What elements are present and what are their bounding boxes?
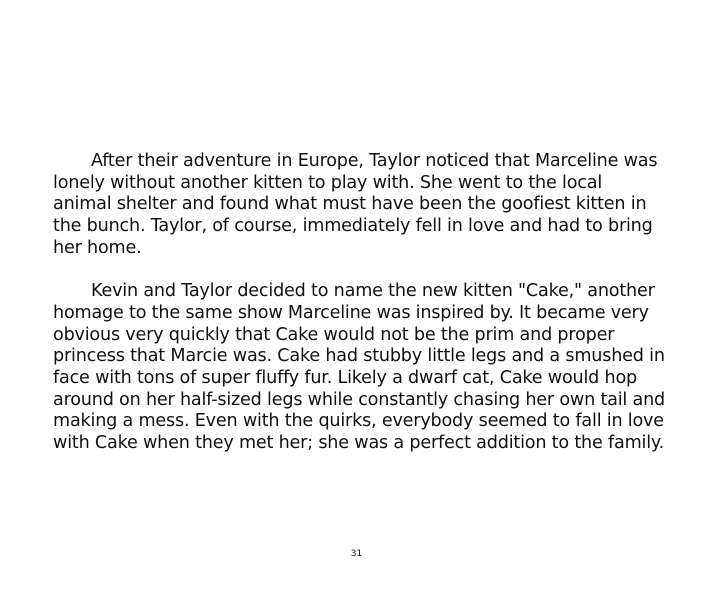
- paragraph-1: After their adventure in Europe, Taylor noticed that Marceline was lonely without another kitten to play with. She went to the local animal shelter and found what must have been the goofiest kitten in the bunch. Taylor, of course, immediately fell in love and had to bring her home.: [53, 151, 658, 258]
- paragraph-2: Kevin and Taylor decided to name the new kitten "Cake," another homage to the same show Marceline was inspired by. It became very obvious very quickly that Cake would not be the prim and proper princess that Marcie was. Cake had stubby little legs and a smushed in face with tons of super fluffy fur. Likely a dwarf cat, Cake would hop around on her half-sized legs while constantly chasing her own tail and making a mess. Even with the quirks, everybody seemed to fall in love with Cake when they met her; she was a perfect addition to the family.: [53, 281, 666, 454]
- body-text: [53, 151, 665, 455]
- page-number: 31: [350, 549, 363, 559]
